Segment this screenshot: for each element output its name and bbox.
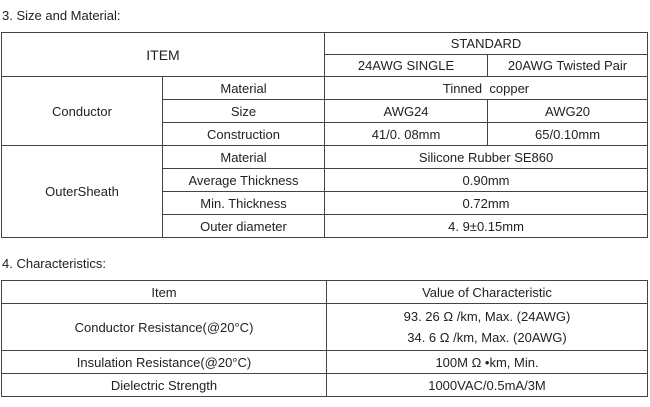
conductor-material-value: Tinned copper [325, 77, 648, 100]
insulation-resistance-value: 100M Ω •km, Min. [327, 351, 648, 374]
insulation-resistance-label: Insulation Resistance(@20°C) [2, 351, 327, 374]
table-row [2, 33, 648, 55]
outer-sheath-label: OuterSheath [2, 146, 163, 238]
dielectric-strength-label: Dielectric Strength [2, 374, 327, 397]
sheath-min-thickness-label: Min. Thickness [163, 192, 325, 215]
conductor-size-label: Size [163, 100, 325, 123]
conductor-construction-label: Construction [163, 123, 325, 146]
size-material-table [1, 32, 648, 238]
table-row [2, 77, 648, 100]
conductor-construction-24: 41/0. 08mm [325, 123, 488, 146]
sheath-material-label: Material [163, 146, 325, 169]
sheath-avg-thickness-label: Average Thickness [163, 169, 325, 192]
section-4-heading: 4. Characteristics: [2, 256, 107, 271]
characteristics-table [1, 280, 648, 397]
section-3-heading: 3. Size and Material: [2, 8, 121, 23]
conductor-resistance-24: 93. 26 Ω /km, Max. (24AWG) [403, 309, 571, 324]
conductor-label: Conductor [2, 77, 163, 146]
standard-header: STANDARD [325, 33, 648, 55]
sheath-avg-thickness-value: 0.90mm [325, 169, 648, 192]
conductor-resistance-label: Conductor Resistance(@20°C) [2, 304, 327, 351]
conductor-resistance-value [327, 304, 648, 351]
sheath-outer-diameter-value: 4. 9±0.15mm [325, 215, 648, 238]
table-row [2, 281, 648, 304]
col-24awg-header: 24AWG SINGLE [325, 55, 488, 77]
conductor-material-label: Material [163, 77, 325, 100]
dielectric-strength-value: 1000VAC/0.5mA/3M [327, 374, 648, 397]
sheath-material-value: Silicone Rubber SE860 [325, 146, 648, 169]
table-row [2, 304, 648, 351]
col-20awg-header: 20AWG Twisted Pair [488, 55, 648, 77]
value-header: Value of Characteristic [327, 281, 648, 304]
conductor-resistance-20: 34. 6 Ω /km, Max. (20AWG) [407, 330, 567, 345]
table-row [2, 374, 648, 397]
item-header: Item [2, 281, 327, 304]
table-row [2, 351, 648, 374]
sheath-outer-diameter-label: Outer diameter [163, 215, 325, 238]
conductor-size-24: AWG24 [325, 100, 488, 123]
table-row [2, 146, 648, 169]
conductor-construction-20: 65/0.10mm [488, 123, 648, 146]
sheath-min-thickness-value: 0.72mm [325, 192, 648, 215]
item-header: ITEM [2, 33, 325, 77]
conductor-size-20: AWG20 [488, 100, 648, 123]
